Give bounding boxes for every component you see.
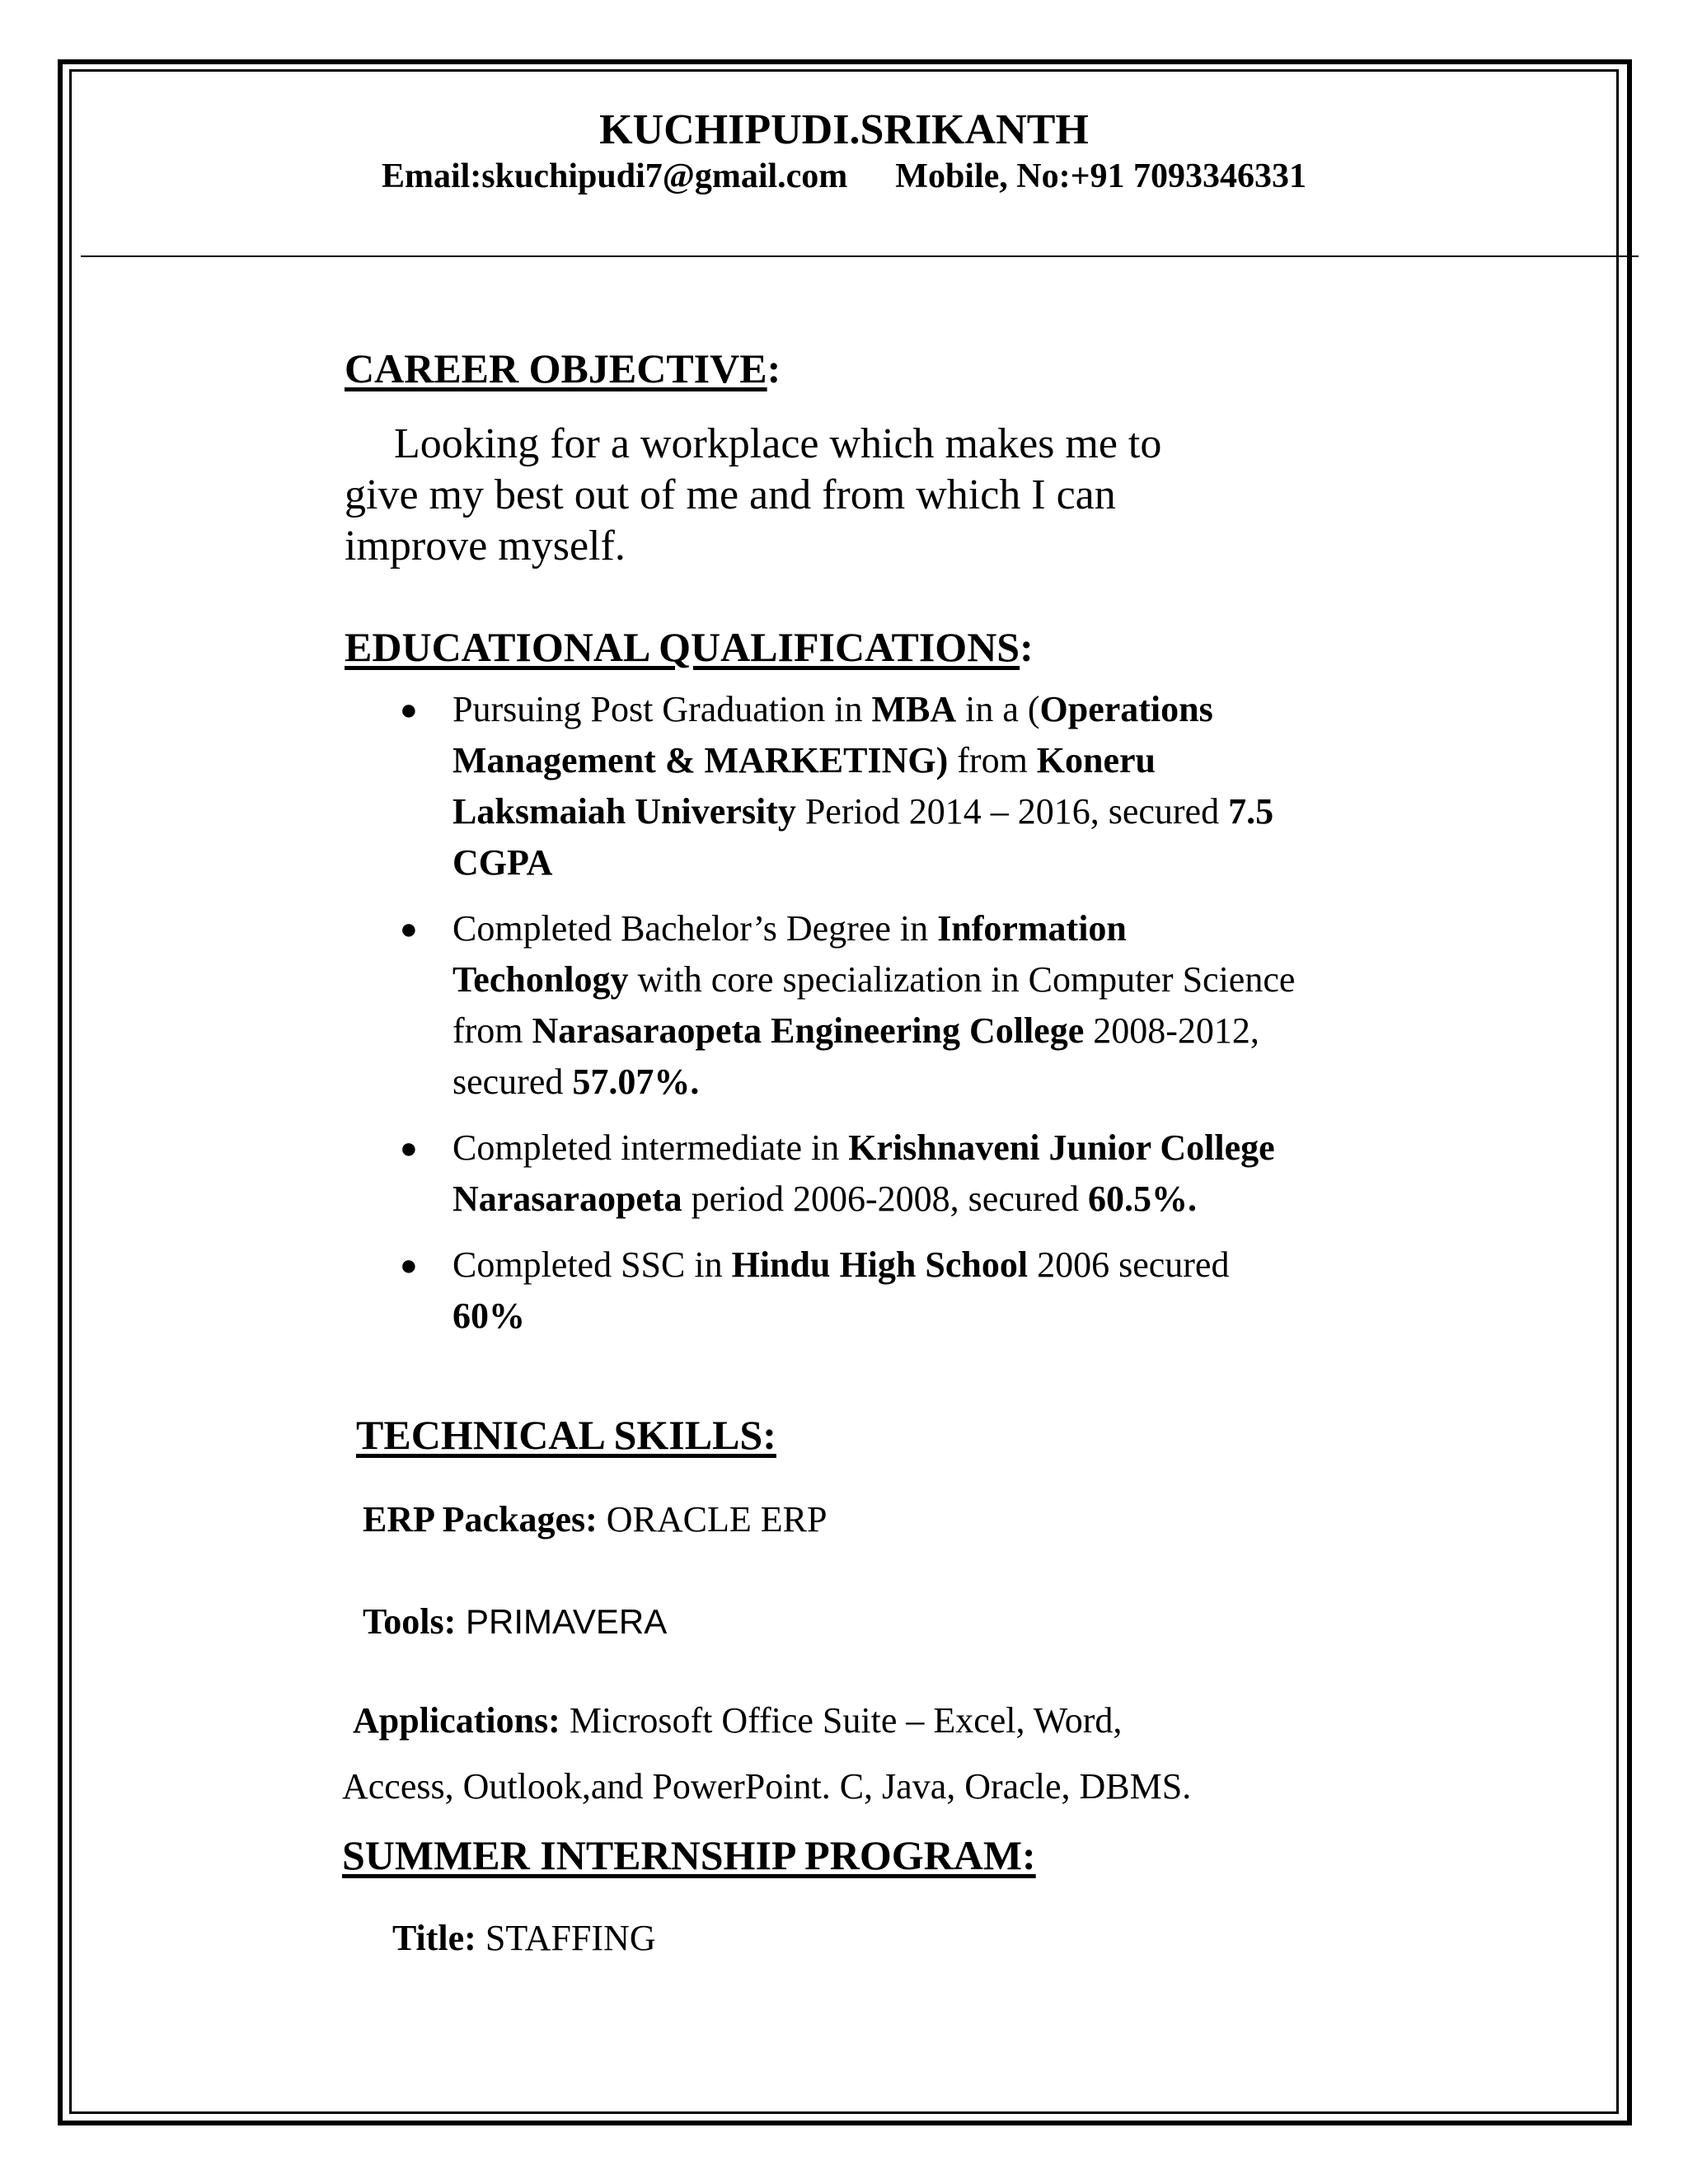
education-item-mba: ● Pursuing Post Graduation in MBA in a (Operations Management & MARKETING) from Koneru Laksmaiah University Period 2014 – 2016, secured 7.5 CGPA <box>400 684 1306 888</box>
erp-value: ORACLE ERP <box>597 1499 828 1540</box>
bullet-icon: ● <box>400 693 418 726</box>
candidate-name: KUCHIPUDI.SRIKANTH <box>599 106 1089 153</box>
education-list <box>400 684 1306 1357</box>
internship-title-label: Title: <box>392 1918 476 1958</box>
internship-heading-text: SUMMER INTERNSHIP PROGRAM: <box>342 1832 1036 1878</box>
tools-value: PRIMAVERA <box>456 1602 668 1641</box>
technical-skills-heading-text: TECHNICAL SKILLS: <box>356 1412 776 1458</box>
education-heading-text: EDUCATIONAL QUALIFICATIONS <box>345 624 1020 670</box>
education-item-ssc: ● Completed SSC in Hindu High School 2006 secured 60% <box>400 1240 1306 1342</box>
education-colon: : <box>1020 624 1034 670</box>
bullet-icon: ● <box>400 1249 418 1282</box>
objective-line-2: give my best out of me and from which I can <box>345 471 1116 518</box>
career-objective-text <box>345 419 1251 572</box>
applications-value-line2: Access, Outlook,and PowerPoint. C, Java, Oracle, DBMS. <box>342 1766 1192 1807</box>
internship-title <box>392 1917 656 1959</box>
skill-applications-cont <box>342 1765 1191 1807</box>
email-text: Email:skuchipudi7@gmail.com <box>381 157 848 195</box>
tools-label: Tools: <box>363 1601 457 1642</box>
header-divider <box>81 255 1639 257</box>
skill-tools <box>363 1601 667 1643</box>
objective-line-3: improve myself. <box>345 523 626 569</box>
applications-value-line1: Microsoft Office Suite – Excel, Word, <box>560 1700 1123 1741</box>
internship-heading <box>342 1831 1036 1879</box>
technical-skills-heading <box>356 1411 776 1459</box>
contact-line <box>0 157 1688 196</box>
career-objective-heading <box>345 344 781 392</box>
mobile-text: Mobile, No:+91 7093346331 <box>895 157 1307 195</box>
career-objective-heading-text: CAREER OBJECTIVE <box>345 345 767 391</box>
applications-label: Applications: <box>353 1700 560 1741</box>
erp-label: ERP Packages: <box>363 1499 598 1540</box>
internship-title-value: STAFFING <box>476 1918 656 1958</box>
education-item-btech: ● Completed Bachelor’s Degree in Information Techonlogy with core specialization in Computer Science from Narasaraopeta Engineering College 2008-2012, secured 57.07%. <box>400 903 1306 1108</box>
skill-erp <box>363 1498 827 1540</box>
career-objective-colon: : <box>767 345 781 391</box>
education-item-intermediate: ● Completed intermediate in Krishnaveni Junior College Narasaraopeta period 2006-2008, secured 60.5%. <box>400 1122 1306 1225</box>
education-heading <box>345 623 1034 671</box>
objective-line-1: Looking for a workplace which makes me to <box>394 420 1162 467</box>
bullet-icon: ● <box>400 912 418 945</box>
skill-applications <box>353 1699 1122 1741</box>
bullet-icon: ● <box>400 1132 418 1165</box>
